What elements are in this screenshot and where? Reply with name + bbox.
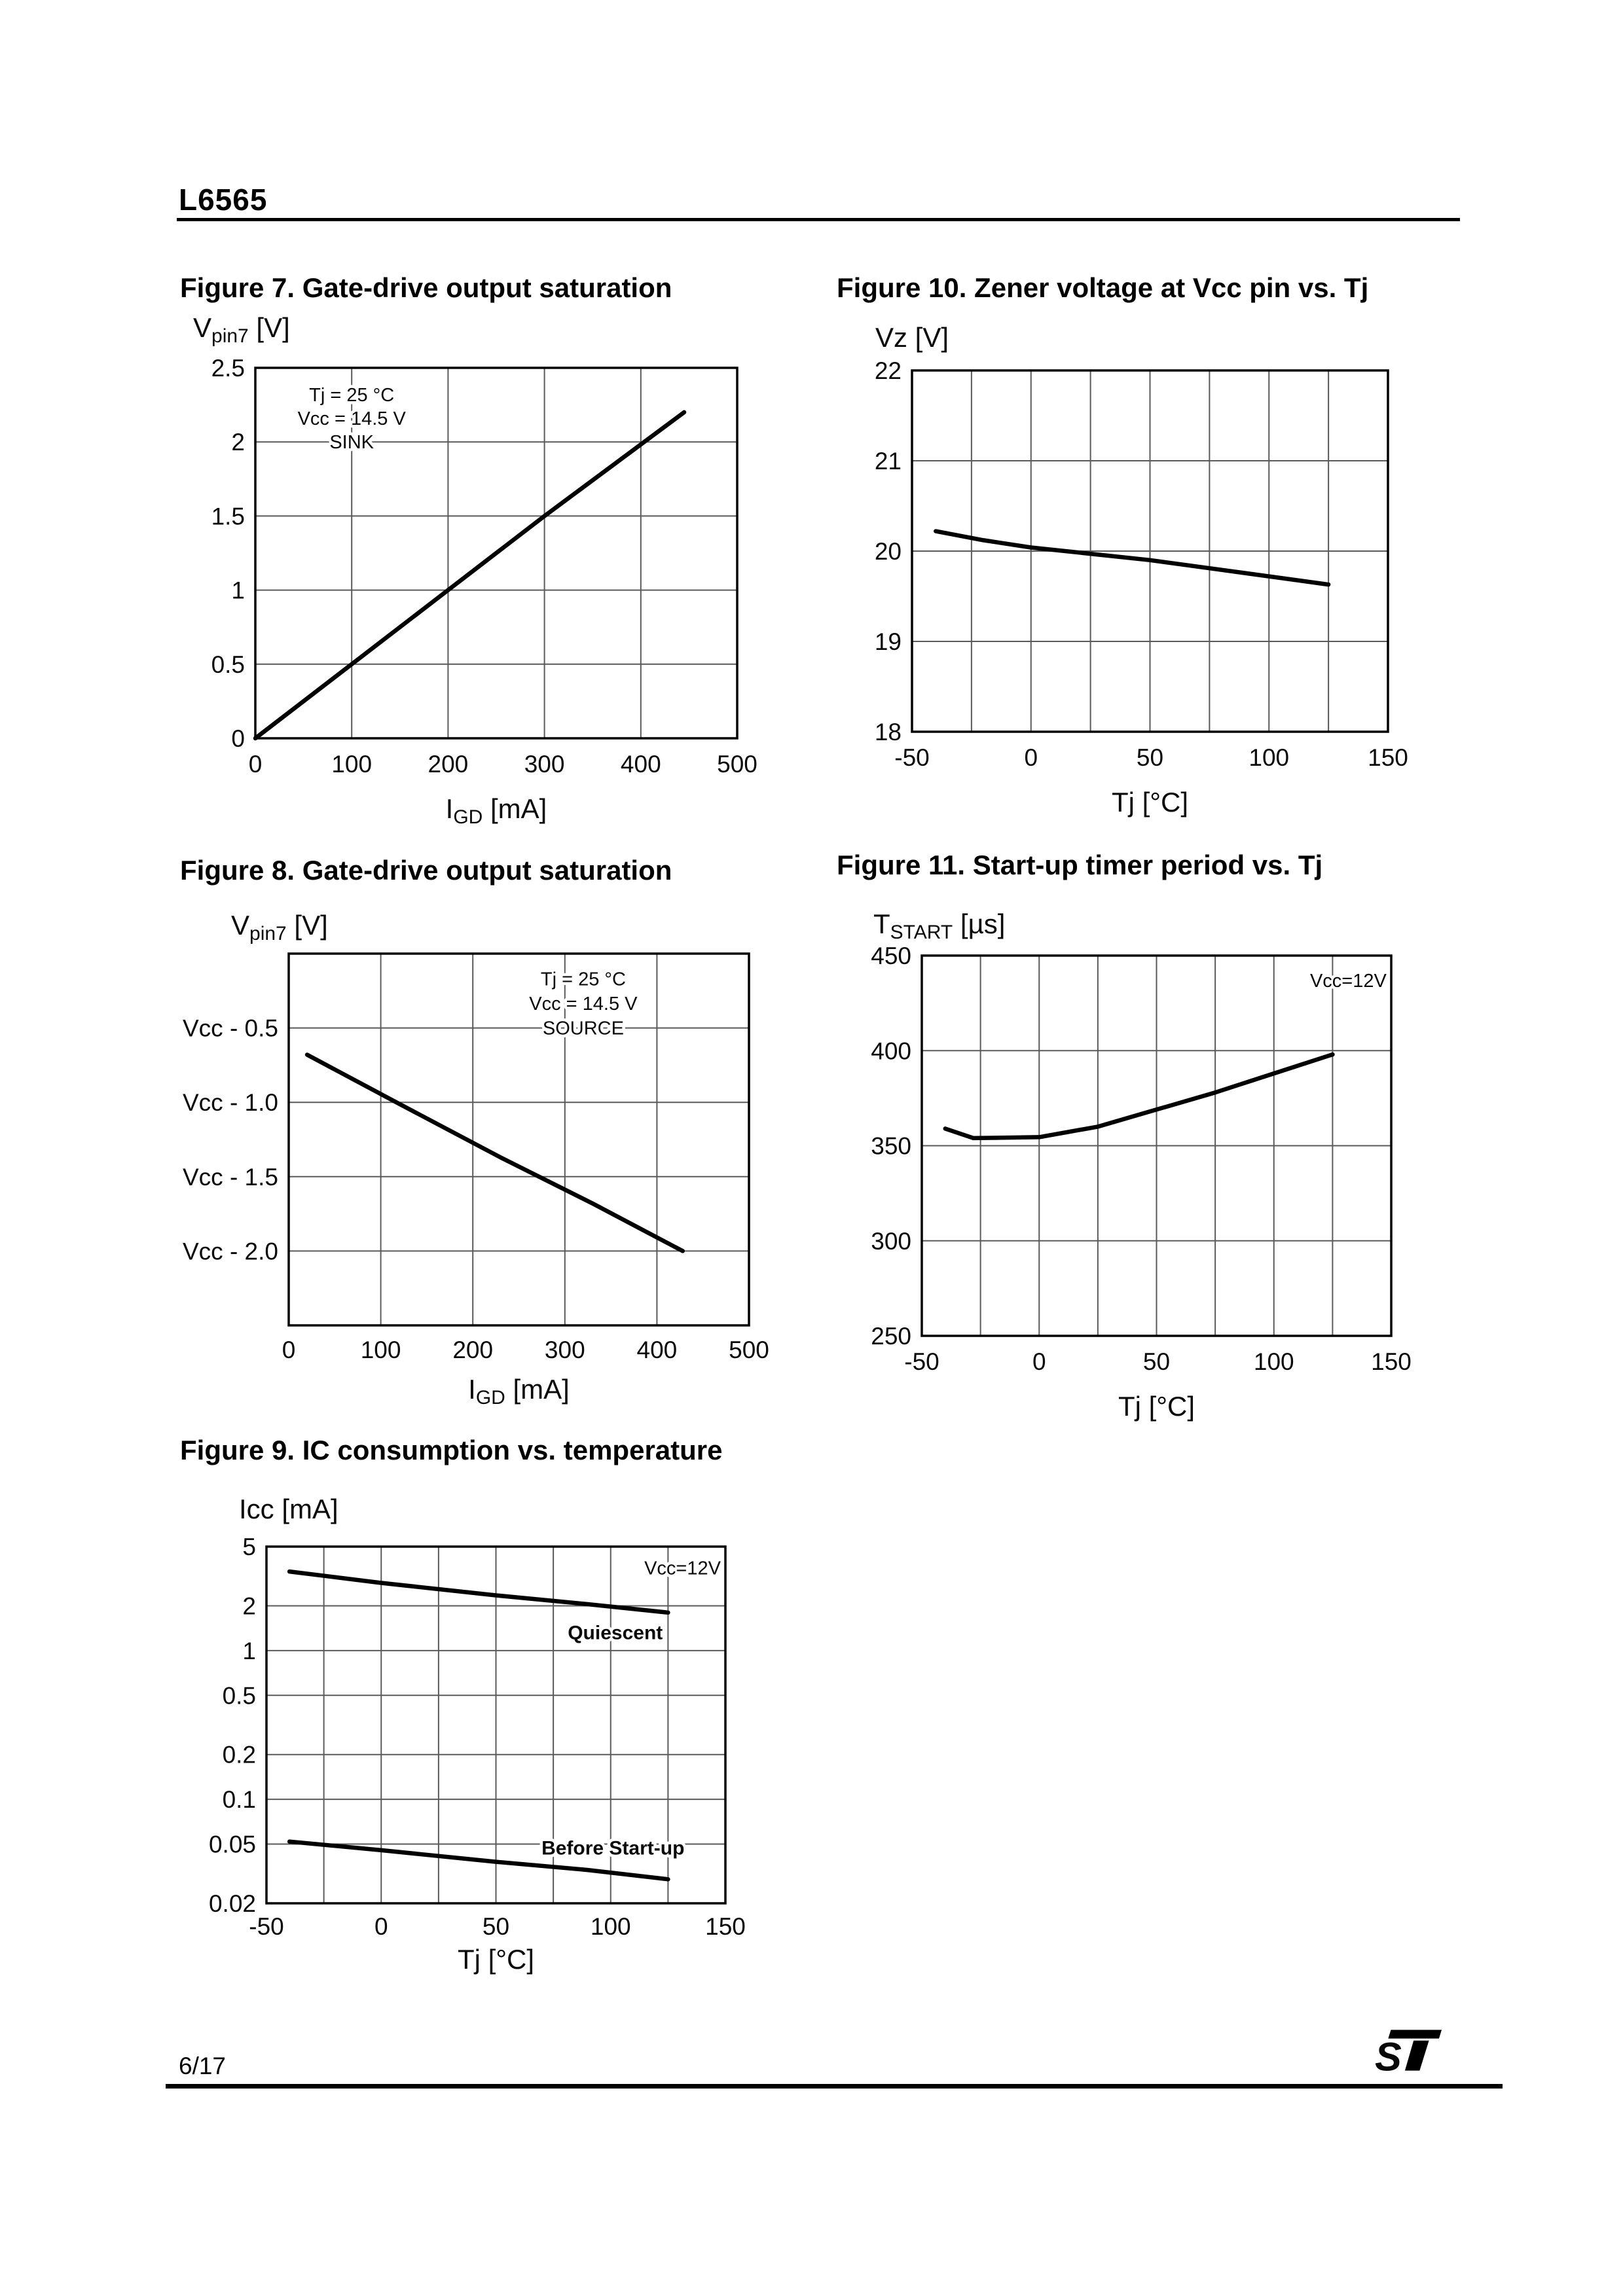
x-tick-label: 50 bbox=[1136, 744, 1164, 771]
plot-border bbox=[289, 954, 749, 1325]
x-tick-label: 0 bbox=[374, 1913, 388, 1940]
x-tick-label: 0 bbox=[1024, 744, 1038, 771]
y-tick-label: 0.05 bbox=[208, 1831, 256, 1858]
y-axis-title: Vz [V] bbox=[875, 322, 949, 353]
x-axis-title: Tj [°C] bbox=[1111, 787, 1189, 817]
y-axis-title: TSTART [µs] bbox=[873, 908, 1006, 943]
y-tick-label: 0.02 bbox=[208, 1890, 256, 1917]
y-tick-label: 2 bbox=[231, 429, 245, 456]
x-tick-label: 0 bbox=[1032, 1348, 1046, 1375]
annotation-vcc-12v: Vcc=12V bbox=[644, 1558, 721, 1579]
st-logo-s: S bbox=[1375, 2034, 1402, 2079]
footer-page-number: 6/17 bbox=[179, 2053, 227, 2079]
x-axis-title: IGD [mA] bbox=[468, 1374, 570, 1408]
x-tick-label: 100 bbox=[590, 1913, 631, 1940]
x-tick-label: 500 bbox=[717, 751, 757, 778]
y-tick-label: 19 bbox=[874, 628, 902, 655]
x-tick-label: -50 bbox=[894, 744, 930, 771]
figure-8-title: Figure 8. Gate-drive output saturation bbox=[180, 855, 672, 886]
footer-rule bbox=[166, 2084, 1503, 2089]
y-tick-label: 0 bbox=[231, 725, 245, 752]
y-tick-label: 0.5 bbox=[211, 651, 245, 678]
figure-11-chart bbox=[831, 902, 1460, 1426]
figure-11-title: Figure 11. Start-up timer period vs. Tj bbox=[837, 850, 1323, 880]
y-tick-label: 0.5 bbox=[222, 1682, 256, 1710]
series-source-saturation bbox=[307, 1055, 683, 1251]
y-tick-label: 350 bbox=[871, 1132, 911, 1160]
x-tick-label: 100 bbox=[360, 1336, 401, 1363]
x-axis-title: IGD [mA] bbox=[445, 793, 547, 828]
header-rule bbox=[177, 218, 1460, 221]
x-tick-label: 300 bbox=[544, 1336, 585, 1363]
y-tick-label: 20 bbox=[874, 538, 902, 565]
figure-7-chart bbox=[180, 298, 779, 841]
x-tick-label: 150 bbox=[1368, 744, 1408, 771]
figure-10-chart bbox=[831, 298, 1460, 841]
x-axis-title: Tj [°C] bbox=[457, 1944, 535, 1975]
annotation-vcc-12v: Vcc=12V bbox=[1309, 970, 1387, 992]
annotation-sink: SINK bbox=[329, 432, 374, 454]
x-tick-label: 50 bbox=[482, 1913, 510, 1940]
y-tick-label: Vcc - 0.5 bbox=[183, 1014, 278, 1042]
y-tick-label: Vcc - 1.0 bbox=[183, 1089, 278, 1117]
figure-9-title: Figure 9. IC consumption vs. temperature bbox=[180, 1435, 723, 1465]
x-tick-label: 0 bbox=[248, 751, 263, 778]
st-logo-t-stem bbox=[1405, 2041, 1429, 2071]
y-tick-label: 21 bbox=[874, 448, 902, 475]
x-tick-label: 500 bbox=[729, 1336, 769, 1363]
annotation-vcc-14-5-v: Vcc = 14.5 V bbox=[529, 994, 638, 1015]
y-tick-label: 2.5 bbox=[211, 355, 245, 382]
y-tick-label: 0.2 bbox=[222, 1741, 256, 1768]
x-tick-label: 100 bbox=[1253, 1348, 1294, 1375]
st-logo bbox=[1375, 2028, 1442, 2079]
annotation-vcc-14-5-v: Vcc = 14.5 V bbox=[297, 408, 406, 429]
y-tick-label: 0.1 bbox=[222, 1786, 256, 1814]
y-tick-label: 5 bbox=[242, 1534, 256, 1560]
x-tick-label: 0 bbox=[282, 1336, 296, 1363]
y-tick-label: 1 bbox=[242, 1637, 256, 1664]
x-tick-label: 400 bbox=[620, 751, 661, 778]
figure-10-title: Figure 10. Zener voltage at Vcc pin vs. Tj bbox=[837, 272, 1369, 303]
y-tick-label: 300 bbox=[871, 1227, 911, 1255]
y-tick-label: 22 bbox=[874, 357, 902, 384]
annotation-tj-25-c: Tj = 25 °C bbox=[540, 969, 626, 990]
page-header-title: L6565 bbox=[179, 183, 268, 217]
y-tick-label: 18 bbox=[874, 719, 902, 745]
figure-9-chart bbox=[170, 1484, 789, 2011]
x-tick-label: 150 bbox=[1371, 1348, 1412, 1375]
y-tick-label: 450 bbox=[871, 942, 911, 969]
y-tick-label: 1 bbox=[231, 577, 245, 604]
y-tick-label: Vcc - 1.5 bbox=[183, 1163, 278, 1191]
y-axis-title: Vpin7 [V] bbox=[193, 312, 290, 347]
x-tick-label: 200 bbox=[452, 1336, 494, 1363]
annotation-tj-25-c: Tj = 25 °C bbox=[309, 384, 395, 406]
x-axis-title: Tj [°C] bbox=[1118, 1391, 1195, 1422]
x-tick-label: 300 bbox=[524, 751, 565, 778]
annotation-quiescent: Quiescent bbox=[568, 1622, 663, 1644]
x-tick-label: 150 bbox=[705, 1913, 746, 1940]
series-sink-saturation bbox=[255, 412, 684, 738]
y-tick-label: 400 bbox=[871, 1037, 911, 1065]
y-axis-title: Vpin7 [V] bbox=[231, 910, 328, 944]
figure-8-chart bbox=[180, 902, 779, 1426]
x-tick-label: 50 bbox=[1142, 1348, 1171, 1375]
y-tick-label: 2 bbox=[242, 1592, 256, 1620]
annotation-before-start-up: Before Start-up bbox=[541, 1837, 685, 1859]
annotation-source: SOURCE bbox=[542, 1018, 624, 1039]
figure-7-title: Figure 7. Gate-drive output saturation bbox=[180, 272, 672, 303]
x-tick-label: 100 bbox=[331, 751, 373, 778]
y-tick-label: Vcc - 2.0 bbox=[183, 1238, 278, 1265]
x-tick-label: -50 bbox=[904, 1348, 939, 1375]
y-tick-label: 1.5 bbox=[211, 503, 245, 530]
x-tick-label: 100 bbox=[1249, 744, 1290, 771]
y-axis-title: Icc [mA] bbox=[239, 1494, 338, 1524]
x-tick-label: -50 bbox=[249, 1913, 284, 1940]
x-tick-label: 400 bbox=[636, 1336, 678, 1363]
y-tick-label: 250 bbox=[871, 1323, 911, 1350]
x-tick-label: 200 bbox=[428, 751, 469, 778]
